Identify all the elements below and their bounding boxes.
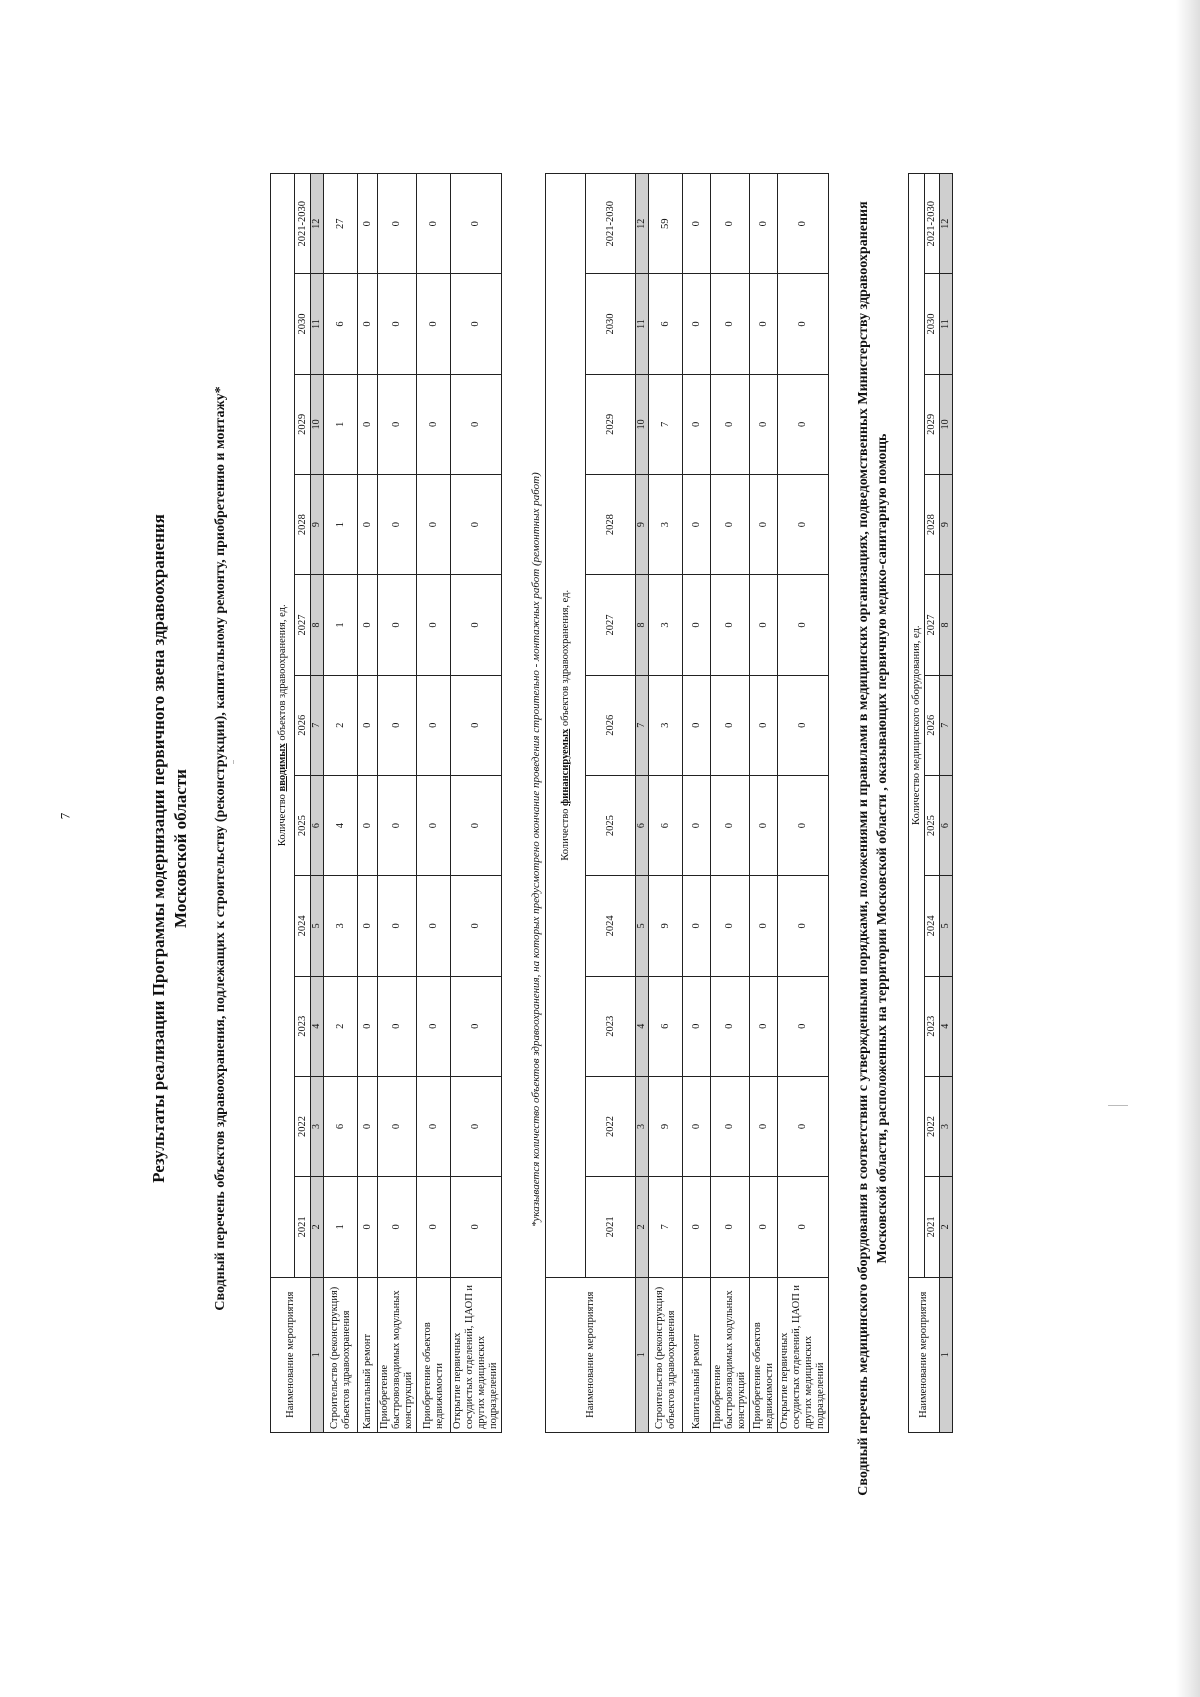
column-number-row <box>636 174 649 1433</box>
cell: 0 <box>711 1177 750 1277</box>
col-header-name: Наименование мероприятия <box>909 1277 940 1432</box>
cell: 0 <box>417 876 451 976</box>
cell: 0 <box>711 1076 750 1176</box>
column-number: 11 <box>636 274 649 374</box>
year-header: 2021 <box>295 1177 311 1277</box>
cell: 6 <box>649 976 683 1076</box>
cell: 0 <box>378 1177 417 1277</box>
cell: 0 <box>750 475 778 575</box>
cell: 0 <box>378 976 417 1076</box>
table-row <box>358 174 378 1433</box>
cell: 0 <box>683 876 711 976</box>
cell: 0 <box>750 976 778 1076</box>
year-header: 2026 <box>925 675 940 775</box>
cell: 0 <box>417 775 451 875</box>
table-commissioned-objects <box>270 173 502 1433</box>
document-title-line2: Московской области <box>171 769 190 928</box>
column-number: 11 <box>311 274 324 374</box>
year-header-row <box>295 174 311 1433</box>
cell: 0 <box>778 575 829 675</box>
year-header: 2023 <box>295 976 311 1076</box>
cell: 0 <box>711 174 750 274</box>
cell: 3 <box>649 475 683 575</box>
cell: 0 <box>451 775 502 875</box>
row-name: Приобретение объектов недвижимости <box>750 1277 778 1432</box>
year-header: 2025 <box>586 775 636 875</box>
column-number: 4 <box>636 976 649 1076</box>
cell: 0 <box>778 274 829 374</box>
cell: 0 <box>683 675 711 775</box>
cell: 1 <box>324 575 358 675</box>
cell: 0 <box>711 775 750 875</box>
cell: 6 <box>324 1076 358 1176</box>
cell: 4 <box>324 775 358 875</box>
cell: 0 <box>417 675 451 775</box>
column-number-row <box>311 174 324 1433</box>
column-number: 1 <box>311 1277 324 1432</box>
cell: 0 <box>778 475 829 575</box>
row-name: Приобретение быстровозводимых модульных конструкций <box>378 1277 417 1432</box>
column-number: 12 <box>940 174 953 274</box>
cell: 0 <box>778 1177 829 1277</box>
year-header: 2025 <box>295 775 311 875</box>
cell: 0 <box>778 876 829 976</box>
cell: 9 <box>649 1076 683 1176</box>
cell: 0 <box>417 1076 451 1176</box>
column-number: 6 <box>311 775 324 875</box>
cell: 0 <box>417 1177 451 1277</box>
cell: 2 <box>324 675 358 775</box>
table-row <box>711 174 750 1433</box>
column-number: 4 <box>940 976 953 1076</box>
year-header: 2022 <box>586 1076 636 1176</box>
year-header: 2021-2030 <box>586 174 636 274</box>
column-number-row <box>940 174 953 1433</box>
cell: 0 <box>683 575 711 675</box>
cell: 3 <box>324 876 358 976</box>
cell: 0 <box>711 976 750 1076</box>
cell: 0 <box>451 274 502 374</box>
year-header: 2029 <box>586 374 636 474</box>
year-header: 2030 <box>925 274 940 374</box>
year-header: 2024 <box>295 876 311 976</box>
cell: 0 <box>358 1076 378 1176</box>
column-number: 10 <box>311 374 324 474</box>
year-header: 2030 <box>295 274 311 374</box>
cell: 0 <box>358 675 378 775</box>
cell: 0 <box>683 374 711 474</box>
cell: 0 <box>750 876 778 976</box>
row-name: Капитальный ремонт <box>358 1277 378 1432</box>
cell: 0 <box>358 575 378 675</box>
column-number: 11 <box>940 274 953 374</box>
cell: 0 <box>750 1076 778 1176</box>
row-name: Капитальный ремонт <box>683 1277 711 1432</box>
column-number: 2 <box>940 1177 953 1277</box>
column-number: 9 <box>311 475 324 575</box>
year-header: 2025 <box>925 775 940 875</box>
year-header: 2030 <box>586 274 636 374</box>
cell: 0 <box>451 976 502 1076</box>
year-header: 2022 <box>925 1076 940 1176</box>
cell: 0 <box>451 1076 502 1176</box>
cell: 0 <box>750 374 778 474</box>
cell: 0 <box>711 475 750 575</box>
cell: 0 <box>358 876 378 976</box>
cell: 3 <box>649 575 683 675</box>
year-header-row <box>925 174 940 1433</box>
cell: 0 <box>358 174 378 274</box>
cell: 0 <box>358 374 378 474</box>
cell: 0 <box>378 575 417 675</box>
section2-title: Сводный перечень медицинского оборудования в соответствии с утвержденными порядками, положениями и правилами в медицинских организациях, подведомственных Министерству здравоохранения <box>856 201 871 1496</box>
year-header: 2029 <box>295 374 311 474</box>
cell: 0 <box>683 274 711 374</box>
cell: 1 <box>324 1177 358 1277</box>
cell: 0 <box>451 1177 502 1277</box>
table-financed-objects <box>545 173 829 1433</box>
group-header: Количество финансируемых объектов здравоохранения, ед. <box>546 174 586 1278</box>
column-number: 7 <box>940 675 953 775</box>
document-title: Результаты реализации Программы модернизации первичного звена здравоохранения <box>149 514 168 1183</box>
cell: 0 <box>451 475 502 575</box>
year-header: 2022 <box>295 1076 311 1176</box>
cell: 0 <box>451 374 502 474</box>
cell: 0 <box>358 775 378 875</box>
cell: 0 <box>378 475 417 575</box>
cell: 7 <box>649 374 683 474</box>
column-number: 4 <box>311 976 324 1076</box>
cell: 0 <box>378 675 417 775</box>
group-header: Количество медицинского оборудования, ед. <box>909 174 925 1278</box>
table-row <box>683 174 711 1433</box>
table-row <box>378 174 417 1433</box>
cell: 0 <box>711 374 750 474</box>
year-header: 2027 <box>925 575 940 675</box>
cell: 0 <box>358 274 378 374</box>
column-number: 5 <box>940 876 953 976</box>
cell: 9 <box>649 876 683 976</box>
column-number: 1 <box>940 1277 953 1432</box>
cell: 0 <box>778 1076 829 1176</box>
section1-title: Сводный перечень объектов здравоохранения, подлежащих к строительству (реконструкции), капитальному ремонту, приобретению и монтажу* <box>213 386 228 1311</box>
cell: 0 <box>358 976 378 1076</box>
year-header: 2027 <box>586 575 636 675</box>
table-row <box>324 174 358 1433</box>
table-medical-equipment <box>908 173 953 1433</box>
col-header-name: Наименование мероприятия <box>271 1277 311 1432</box>
cell: 0 <box>711 675 750 775</box>
cell: 2 <box>324 976 358 1076</box>
year-header: 2024 <box>925 876 940 976</box>
column-number: 3 <box>940 1076 953 1176</box>
cell: 0 <box>417 475 451 575</box>
table-row <box>417 174 451 1433</box>
cell: 0 <box>778 976 829 1076</box>
table-row <box>778 174 829 1433</box>
column-number: 2 <box>311 1177 324 1277</box>
column-number: 1 <box>636 1277 649 1432</box>
cell: 1 <box>324 475 358 575</box>
column-number: 7 <box>636 675 649 775</box>
cell: 0 <box>750 775 778 875</box>
table-row <box>750 174 778 1433</box>
cell: 0 <box>417 274 451 374</box>
column-number: 10 <box>636 374 649 474</box>
cell: 0 <box>451 675 502 775</box>
year-header: 2021 <box>925 1177 940 1277</box>
year-header: 2028 <box>586 475 636 575</box>
row-name: Строительство (реконструкция) объектов здравоохранения <box>649 1277 683 1432</box>
cell: 7 <box>649 1177 683 1277</box>
cell: 0 <box>778 374 829 474</box>
cell: 0 <box>750 675 778 775</box>
cell: 0 <box>451 876 502 976</box>
cell: 0 <box>778 775 829 875</box>
cell: 0 <box>683 1177 711 1277</box>
cell: 0 <box>750 174 778 274</box>
year-header-row <box>586 174 636 1433</box>
column-number: 7 <box>311 675 324 775</box>
cell: 0 <box>417 976 451 1076</box>
page-number: 7 <box>57 812 73 820</box>
cell: 0 <box>683 1076 711 1176</box>
cell: 1 <box>324 374 358 474</box>
col-header-name: Наименование мероприятия <box>546 1277 636 1432</box>
column-number: 8 <box>636 575 649 675</box>
column-number: 8 <box>940 575 953 675</box>
year-header: 2024 <box>586 876 636 976</box>
year-header: 2026 <box>586 675 636 775</box>
cell: 0 <box>378 1076 417 1176</box>
column-number: 3 <box>311 1076 324 1176</box>
table-row <box>649 174 683 1433</box>
year-header: 2027 <box>295 575 311 675</box>
cell: 0 <box>683 475 711 575</box>
year-header: 2029 <box>925 374 940 474</box>
row-name: Приобретение объектов недвижимости <box>417 1277 451 1432</box>
cell: 0 <box>778 675 829 775</box>
cell: 0 <box>358 475 378 575</box>
cell: 0 <box>378 775 417 875</box>
column-number: 3 <box>636 1076 649 1176</box>
year-header: 2028 <box>925 475 940 575</box>
cell: 0 <box>378 274 417 374</box>
column-number: 6 <box>940 775 953 875</box>
cell: 0 <box>778 174 829 274</box>
cell: 0 <box>711 575 750 675</box>
column-number: 2 <box>636 1177 649 1277</box>
year-header: 2021-2030 <box>295 174 311 274</box>
row-name: Строительство (реконструкция) объектов здравоохранения <box>324 1277 358 1432</box>
cell: 0 <box>378 374 417 474</box>
column-number: 6 <box>636 775 649 875</box>
cell: 0 <box>683 775 711 875</box>
year-header: 2026 <box>295 675 311 775</box>
cell: 0 <box>417 174 451 274</box>
cell: 0 <box>750 575 778 675</box>
cell: 6 <box>649 274 683 374</box>
column-number: 9 <box>636 475 649 575</box>
cell: 0 <box>378 174 417 274</box>
cell: 0 <box>750 274 778 374</box>
cell: 6 <box>649 775 683 875</box>
column-number: 5 <box>636 876 649 976</box>
row-name: Открытие первичных сосудистых отделений, ЦАОП и других медицинских подразделений <box>451 1277 502 1432</box>
year-header: 2023 <box>925 976 940 1076</box>
column-number: 12 <box>311 174 324 274</box>
year-header: 2028 <box>295 475 311 575</box>
group-header: Количество вводимых объектов здравоохранения, ед. <box>271 174 295 1278</box>
cell: 0 <box>711 876 750 976</box>
column-number: 9 <box>940 475 953 575</box>
cell: 0 <box>378 876 417 976</box>
cell: 0 <box>451 575 502 675</box>
column-number: 8 <box>311 575 324 675</box>
row-name: Открытие первичных сосудистых отделений, ЦАОП и других медицинских подразделений <box>778 1277 829 1432</box>
year-header: 2023 <box>586 976 636 1076</box>
cell: 0 <box>451 174 502 274</box>
cell: 0 <box>683 174 711 274</box>
cell: 0 <box>417 374 451 474</box>
column-number: 5 <box>311 876 324 976</box>
year-header: 2021-2030 <box>925 174 940 274</box>
cell: 0 <box>711 274 750 374</box>
section2-title-line2: Московской области, расположенных на территории Московской области , оказывающих первичную медико-санитарную помощь <box>875 433 890 1264</box>
column-number: 10 <box>940 374 953 474</box>
table-row <box>451 174 502 1433</box>
cell: 3 <box>649 675 683 775</box>
cell: 0 <box>683 976 711 1076</box>
footnote: *указывается количество объектов здравоохранения, на которых предусмотрено окончание проведения строительно - монтажных работ (ремонтных работ) <box>530 472 542 1227</box>
cell: 6 <box>324 274 358 374</box>
cell: 0 <box>358 1177 378 1277</box>
cell: 27 <box>324 174 358 274</box>
cell: 0 <box>750 1177 778 1277</box>
cell: 59 <box>649 174 683 274</box>
year-header: 2021 <box>586 1177 636 1277</box>
cell: 0 <box>417 575 451 675</box>
row-name: Приобретение быстровозводимых модульных конструкций <box>711 1277 750 1432</box>
column-number: 12 <box>636 174 649 274</box>
